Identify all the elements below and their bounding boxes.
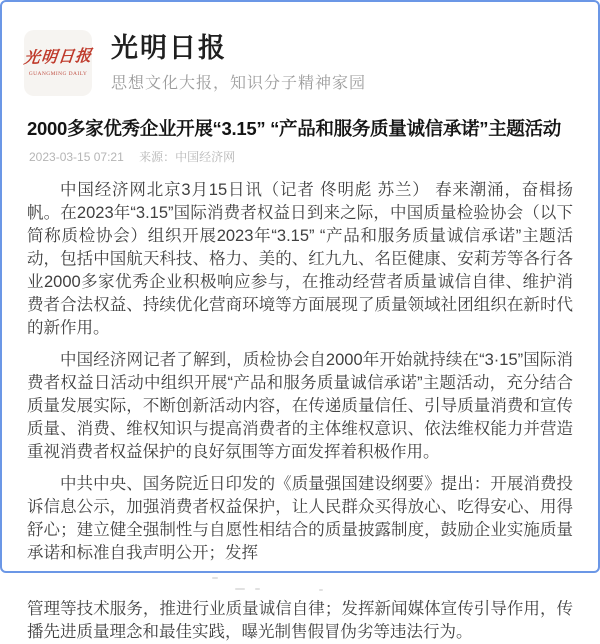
render-artifact-gap xyxy=(27,574,573,598)
article-paragraph: 中共中央、国务院近日印发的《质量强国建设纲要》提出：开展消费投诉信息公示，加强消费者权益保护，让人民群众买得放心、吃得安心、用得舒心；建立健全强制性与自愿性相结合的质量披露制度，鼓励企业实施质量承诺和标准自我声明公开；发挥 xyxy=(27,475,573,562)
logo-english-subtext: GUANGMING DAILY xyxy=(28,71,88,77)
article-meta xyxy=(29,148,573,165)
article-source: 来源：中国经济网 xyxy=(139,150,236,164)
guangming-daily-logo[interactable] xyxy=(24,30,92,96)
article-body xyxy=(2,96,598,644)
article-paragraph-continuation: 管理等技术服务，推进行业质量诚信自律；发挥新闻媒体宣传引导作用，传播先进质量理念和最佳实践，曝光制售假冒伪劣等违法行为。 xyxy=(27,600,573,641)
article-paragraph: 中国经济网北京3月15日讯（记者 佟明彪 苏兰） 春来潮涌，奋楫扬帆。在2023年“3.15”国际消费者权益日到来之际，中国质量检验协会（以下简称质检协会）组织开展2023年“3.15” “产品和服务质量诚信承诺”主题活动，包括中国航天科技、格力、美的、红九九、名臣健康、安莉芳等各行各业2000多家优秀企业积极响应参与，在推动经营者质量诚信自律、维护消费者合法权益、持续优化营商环境等方面展现了质量领域社团组织在新时代的新作用。 xyxy=(27,181,573,337)
masthead-text xyxy=(111,30,366,93)
article-paragraph: 中国经济网记者了解到，质检协会自2000年开始就持续在“3·15”国际消费者权益日活动中组织开展“产品和服务质量诚信承诺”主题活动，充分结合质量发展实际，不断创新活动内容，在传递质量信任、引导质量消费和宣传质量、消费、维权知识与提高消费者的主体维权意识、依法维权能力并营造重视消费者权益保护的良好氛围等方面发挥着积极作用。 xyxy=(27,351,573,461)
article-title: 2000多家优秀企业开展“3.15” “产品和服务质量诚信承诺”主题活动 xyxy=(27,118,562,139)
site-title: 光明日报 xyxy=(111,33,227,63)
publish-date: 2023-03-15 07:21 xyxy=(29,150,124,164)
masthead xyxy=(2,2,598,96)
logo-calligraphy-text: 光明日报 xyxy=(23,47,94,68)
site-tagline: 思想文化大报，知识分子精神家园 xyxy=(111,75,367,92)
